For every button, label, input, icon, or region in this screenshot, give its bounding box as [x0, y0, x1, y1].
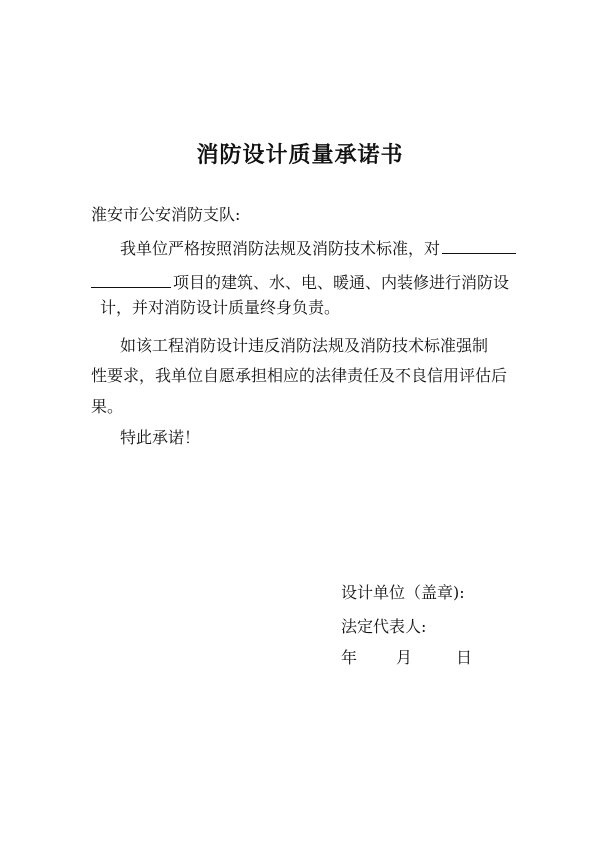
fill-blank-project-name-part1 — [442, 236, 516, 254]
signature-unit-label: 设计单位（盖章): — [341, 583, 465, 602]
paragraph1-line1-text: 我单位严格按照消防法规及消防技术标准，对 — [120, 239, 441, 258]
paragraph1-line1 — [120, 236, 516, 259]
paragraph1-line2 — [91, 270, 509, 293]
year-label: 年 — [341, 648, 358, 667]
closing-statement: 特此承诺！ — [120, 428, 201, 447]
fill-blank-project-name-part2 — [91, 270, 171, 288]
paragraph1-line3: 计，并对消防设计质量终身负责。 — [100, 298, 341, 317]
paragraph2-line1: 如该工程消防设计违反消防法规及消防技术标准强制 — [120, 336, 489, 355]
legal-representative-label: 法定代表人: — [341, 617, 427, 636]
paragraph1-line2-text: 项目的建筑、水、电、暖通、内装修进行消防设 — [173, 273, 510, 292]
document-title: 消防设计质量承诺书 — [196, 143, 404, 168]
paragraph2-line2: 性要求，我单位自愿承担相应的法律责任及不良信用评估后 — [91, 366, 508, 385]
month-label: 月 — [396, 648, 413, 667]
day-label: 日 — [456, 648, 473, 667]
addressee: 淮安市公安消防支队: — [91, 205, 241, 224]
date-line — [341, 648, 472, 668]
paragraph2-line3: 果。 — [91, 397, 124, 416]
